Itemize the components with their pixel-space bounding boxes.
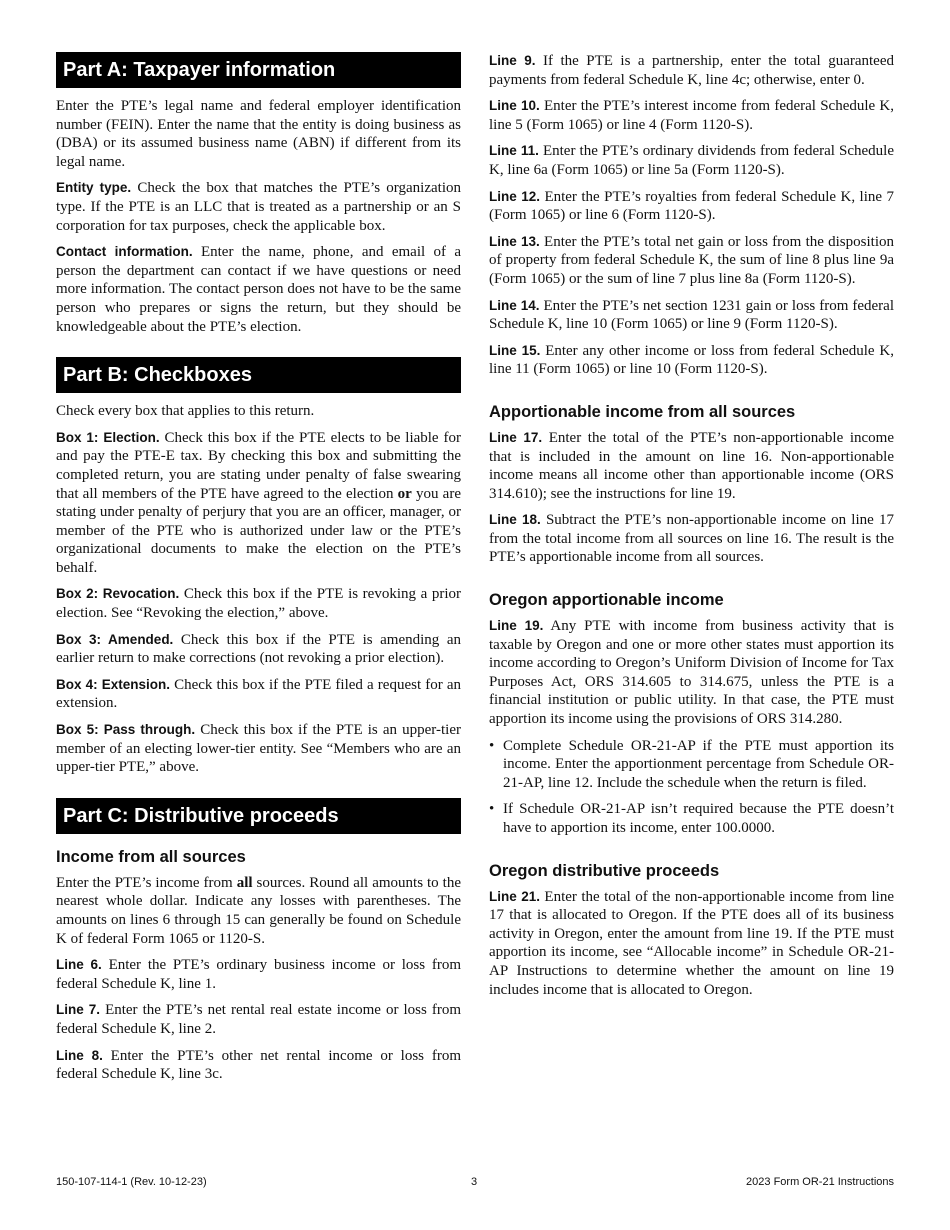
line11-lead: Line 11. (489, 143, 539, 159)
income-all-sources-paragraph (56, 874, 461, 948)
line8-lead: Line 8. (56, 1047, 103, 1063)
entity-type-paragraph (56, 179, 461, 235)
part-b-intro: Check every box that applies to this return. (56, 403, 315, 420)
contact-info-lead: Contact information. (56, 244, 193, 260)
income-all-sources-heading: Income from all sources (56, 847, 246, 866)
box5-paragraph (56, 721, 461, 777)
part-b-heading: Part B: Checkboxes (56, 357, 461, 393)
bullet-text: If Schedule OR-21-AP isn’t required because the PTE doesn’t have to apportion its income, enter 100.0000. (503, 801, 894, 836)
line19-text: Any PTE with income from business activity that is taxable by Oregon and one or more other states must apportion its income according to Oregon’s Uniform Division of Income for Tax Purposes Act, ORS 314.605 to 314.675, unless the PTE is a financial institution or public utility. In that case, the PTE must apportion its income using the provisions of ORS 314.280. (489, 618, 894, 728)
left-column (56, 52, 461, 1092)
line6-text: Enter the PTE’s ordinary business income or loss from federal Schedule K, line 1. (56, 957, 462, 992)
line21-paragraph (489, 888, 894, 1000)
line18-text: Subtract the PTE’s non-apportionable income on line 17 from the total income from all sources on line 16. The result is the PTE’s apportionable income from all sources. (489, 512, 894, 566)
list-item (489, 800, 894, 837)
footer-form-number: 150-107-114-1 (Rev. 10-12-23) (56, 1176, 207, 1188)
line7-paragraph (56, 1001, 461, 1038)
line14-paragraph (489, 297, 894, 334)
contact-info-paragraph (56, 243, 461, 336)
box2-lead: Box 2: Revocation. (56, 586, 180, 602)
line10-text: Enter the PTE’s interest income from federal Schedule K, line 5 (Form 1065) or line 4 (Form 1120-S). (489, 98, 894, 133)
line17-paragraph (489, 429, 894, 503)
line12-lead: Line 12. (489, 188, 540, 204)
footer-page-number: 3 (471, 1176, 478, 1188)
line9-paragraph (489, 52, 894, 89)
line6-paragraph (56, 956, 461, 993)
line10-paragraph (489, 97, 894, 134)
line15-text: Enter any other income or loss from federal Schedule K, line 11 (Form 1065) or line 10 (Form 1120-S). (489, 342, 894, 378)
line11-paragraph (489, 142, 894, 179)
box4-lead: Box 4: Extension. (56, 676, 170, 692)
oregon-apportionable-heading: Oregon apportionable income (489, 591, 724, 610)
line13-text: Enter the PTE’s total net gain or loss from the disposition of property from federal Schedule K, the sum of line 8 plus line 9a (Form 1065) or the sum of line 7 plus line 8a (Form 1120-S). (489, 233, 894, 287)
bullet-icon: • (489, 737, 495, 754)
part-a-heading: Part A: Taxpayer information (56, 52, 461, 88)
line6-lead: Line 6. (56, 957, 102, 973)
box1-or: or (397, 485, 412, 502)
line15-paragraph (489, 342, 894, 379)
line14-lead: Line 14. (489, 297, 540, 313)
line11-text: Enter the PTE’s ordinary dividends from federal Schedule K, line 6a (Form 1065) or line 5a (Form 1120-S). (489, 143, 894, 178)
box5-text: Check this box if the PTE is an upper-tier member of an electing lower-tier entity. See “Members who are an upper-tier PTE,” above. (56, 722, 461, 776)
right-column (489, 52, 894, 1007)
line12-paragraph (489, 188, 894, 225)
line9-text: If the PTE is a partnership, enter the total guaranteed payments from federal Schedule K, line 4c; otherwise, enter 0. (489, 53, 894, 88)
box1-paragraph (56, 429, 461, 578)
bullet-text: Complete Schedule OR-21-AP if the PTE must apportion its income. Enter the apportionment percentage from Schedule OR-21-AP, line 12. Include the schedule when the return is filed. (503, 737, 894, 791)
apportionable-income-heading: Apportionable income from all sources (489, 402, 796, 421)
line19-bullet-list (489, 737, 894, 838)
box3-text: Check this box if the PTE is amending an earlier return to make corrections (not revoking a prior election). (56, 631, 461, 667)
income-all: all (236, 874, 253, 891)
part-a-intro: Enter the PTE’s legal name and federal employer identification number (FEIN). Enter the name that the entity is doing business as (DBA) or its assumed business name (ABN) if different from its legal name. (56, 98, 461, 170)
income-text-b: sources. Round all amounts to the nearest whole dollar. Indicate any losses with parentheses. The amounts on lines 6 through 15 can generally be found on Schedule K of federal Form 1065 or 1120-S. (56, 874, 461, 947)
line7-lead: Line 7. (56, 1002, 101, 1018)
oregon-distributive-heading: Oregon distributive proceeds (489, 861, 720, 880)
box3-lead: Box 3: Amended. (56, 631, 174, 647)
footer-title: 2023 Form OR-21 Instructions (746, 1176, 894, 1188)
part-c-heading: Part C: Distributive proceeds (56, 798, 461, 834)
line18-lead: Line 18. (489, 512, 541, 528)
box4-paragraph (56, 676, 461, 713)
line21-lead: Line 21. (489, 888, 540, 904)
box2-paragraph (56, 585, 461, 622)
line10-lead: Line 10. (489, 98, 540, 114)
line7-text: Enter the PTE’s net rental real estate income or loss from federal Schedule K, line 2. (56, 1002, 461, 1037)
box1-text-a: Check this box if the PTE elects to be liable for and pay the PTE-E tax. By checking this box and submitting the completed return, you are stating under penalty of false swearing that all members of the PTE have agreed to the election (56, 429, 461, 502)
line13-paragraph (489, 233, 894, 289)
box1-text-b: you are stating under penalty of perjury that you are an officer, manager, or member of the PTE who is authorized under law or the PTE’s organizational documents to make the election on the PTE’s behalf. (56, 485, 461, 576)
entity-type-text: Check the box that matches the PTE’s organization type. If the PTE is an LLC that is treated as a partnership or an S corporation for tax purposes, check the applicable box. (56, 180, 462, 234)
box4-text: Check this box if the PTE filed a request for an extension. (56, 676, 461, 712)
line18-paragraph (489, 511, 894, 567)
income-text-a: Enter the PTE’s income from (56, 874, 237, 891)
line21-text: Enter the total of the non-apportionable income from line 17 that is allocated to Oregon. If the PTE does all of its business activity in Oregon, enter the amount from line 19. If the PTE must apportion its income, see “Allocable income” in Schedule OR-21-AP Instructions to determine whether the amount on line 19 includes income that is allocated to Oregon. (489, 888, 894, 998)
line17-text: Enter the total of the PTE’s non-apportionable income that is included in the amount on line 16. Non-apportionable income means all income other than apportionable income (ORS 314.610); see the instructions for line 19. (489, 429, 894, 502)
contact-info-text: Enter the name, phone, and email of a person the department can contact if we have questions or need more information. The contact person does not have to be the same person who prepares or signs the return, but they should be knowledgeable about the PTE’s election. (56, 244, 462, 335)
line8-paragraph (56, 1047, 461, 1084)
line19-lead: Line 19. (489, 618, 544, 634)
box1-lead: Box 1: Election. (56, 429, 160, 445)
line9-lead: Line 9. (489, 53, 536, 68)
box2-text: Check this box if the PTE is revoking a prior election. See “Revoking the election,” above. (56, 586, 461, 622)
line15-lead: Line 15. (489, 342, 541, 358)
bullet-icon: • (489, 801, 495, 818)
line17-lead: Line 17. (489, 429, 543, 445)
line12-text: Enter the PTE’s royalties from federal Schedule K, line 7 (Form 1065) or line 6 (Form 1120-S). (489, 188, 894, 224)
line13-lead: Line 13. (489, 233, 540, 249)
box3-paragraph (56, 631, 461, 668)
line8-text: Enter the PTE’s other net rental income or loss from federal Schedule K, line 3c. (56, 1047, 461, 1083)
box5-lead: Box 5: Pass through. (56, 722, 196, 738)
line14-text: Enter the PTE’s net section 1231 gain or loss from federal Schedule K, line 10 (Form 1065) or line 9 (Form 1120-S). (489, 297, 894, 333)
entity-type-lead: Entity type. (56, 180, 132, 196)
line19-paragraph (489, 617, 894, 729)
list-item (489, 737, 894, 793)
